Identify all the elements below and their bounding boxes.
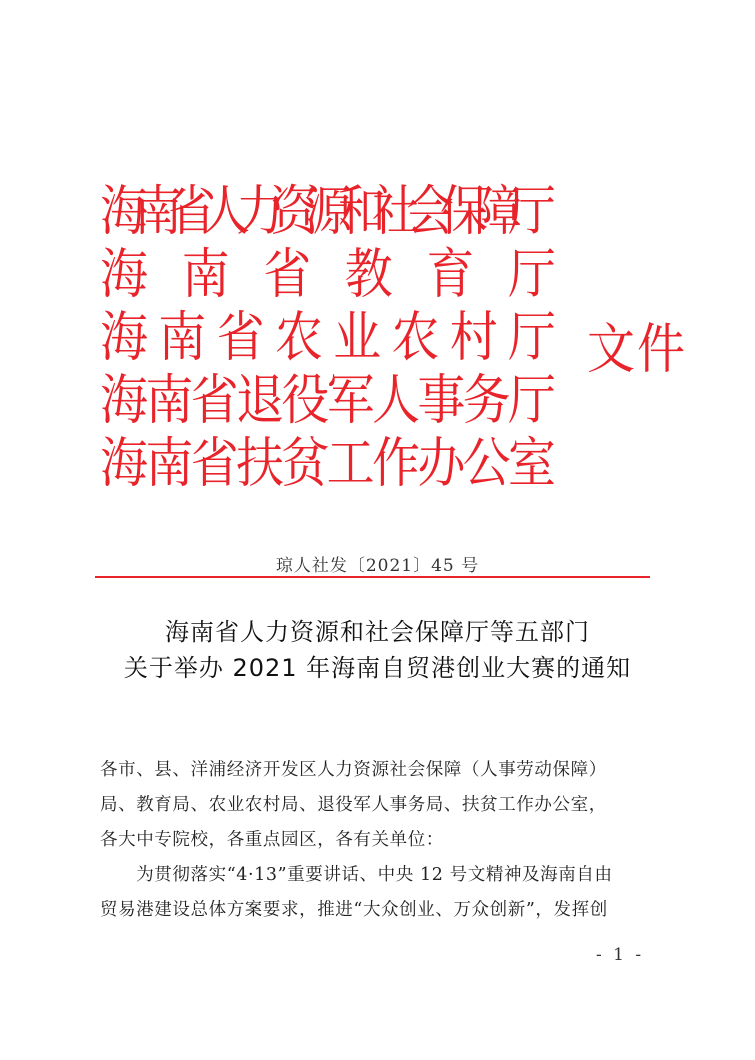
body-line: 贸易港建设总体方案要求，推进“大众创业、万众创新”，发挥创	[100, 900, 608, 920]
body-line: 为贯彻落实“4·13”重要讲话、中央 12 号文精神及海南自由	[100, 865, 613, 885]
document-word: 文件	[587, 318, 688, 381]
red-divider	[95, 576, 650, 578]
notice-title-line-1: 海南省人力资源和社会保障厅等五部门	[165, 618, 590, 646]
issuer-name: 海 南 省 扶 贫 工 作 办 公 室	[100, 432, 557, 495]
page-number: - 1 -	[596, 945, 645, 965]
issuer-name: 海 南 省 教 育 厅	[100, 243, 557, 306]
document-number: 琼人社发〔2021〕45 号	[275, 556, 480, 576]
body-line: 各大中专院校，各重点园区，各有关单位：	[100, 830, 444, 850]
issuer-name: 海 南 省 农 业 农 村 厅	[100, 306, 557, 369]
notice-title-line-2: 关于举办 2021 年海南自贸港创业大赛的通知	[123, 654, 632, 682]
issuer-name: 海 南 省 退 役 军 人 事 务 厅	[100, 369, 557, 432]
body-line: 局、教育局、农业农村局、退役军人事务局、扶贫工作办公室，	[100, 795, 607, 815]
body-line: 各市、县、洋浦经济开发区人力资源社会保障（人事劳动保障）	[100, 760, 607, 780]
issuer-name: 海 南 省 人 力 资 源 和 社 会 保 障 厅	[100, 180, 557, 243]
